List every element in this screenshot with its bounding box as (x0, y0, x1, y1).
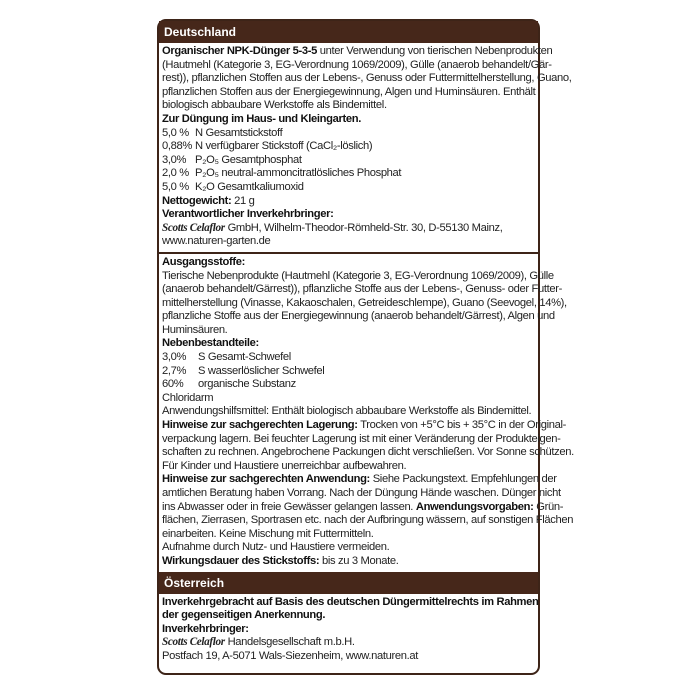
product-line-4: pflanzlichen Stoffen aus der Energiegewinnung, Algen und Huminsäuren. Enthält (162, 85, 536, 98)
usage-rules-heading: Anwendungsvorgaben: (415, 500, 534, 513)
nutrient-row: 0,88% N verfügbarer Stickstoff (CaCl₂-löslich) (162, 140, 373, 153)
austria-line-3: Inverkehrbringer: (162, 622, 249, 635)
chloride-note: Chloridarm (162, 391, 214, 404)
nutrient-row: 5,0 % K₂O Gesamtkaliumoxid (162, 180, 304, 193)
austria-line-1: Inverkehrgebracht auf Basis des deutschen Düngermittelrechts im Rahmen (162, 595, 539, 608)
austria-section (159, 594, 538, 667)
application-line-1: Hinweise zur sachgerechten Anwendung: Siehe Packungstext. Empfehlungen der (162, 473, 557, 486)
raw-materials-section (159, 252, 574, 572)
nitrogen-duration: Wirkungsdauer des Stickstoffs: bis zu 3 Monate. (162, 554, 399, 567)
section-header-austria: Österreich (159, 572, 538, 594)
storage-line-2: verpackung lagern. Bei feuchter Lagerung ist mit einer Veränderung der Produkteigen- (162, 432, 561, 445)
austria-line-4: Scotts Celaflor Handelsgesellschaft m.b.H. (162, 636, 355, 649)
side-component-row: 2,7% S wasserlöslicher Schwefel (162, 364, 325, 377)
raw-line-5: Huminsäuren. (162, 323, 228, 336)
raw-line-3: mittelherstellung (Vinasse, Kakaoschalen, Getreideschlempe), Guano (Seevogel, 14%), (162, 296, 567, 309)
raw-line-1: Tierische Nebenprodukte (Hautmehl (Kategorie 3, EG-Verordnung 1069/2009), Gülle (162, 269, 554, 282)
austria-line-5: Postfach 19, A-5071 Wals-Siezenheim, www.naturen.at (162, 649, 418, 662)
side-components-heading: Nebenbestandteile: (162, 337, 259, 350)
nutrient-row: 3,0% P₂O₅ Gesamtphosphat (162, 153, 302, 166)
product-line-5: biologisch abbaubare Werkstoffe als Bindemittel. (162, 99, 387, 112)
austria-line-2: der gegenseitigen Anerkennung. (162, 609, 326, 622)
application-line-5: einarbeiten. Keine Mischung mit Futtermitteln. (162, 527, 374, 540)
raw-line-2: (anaerob behandelt/Gärrest)), pflanzliche Stoffe aus der Lebens-, Genuss- oder Futter- (162, 283, 563, 296)
storage-line-4: Für Kinder und Haustiere unerreichbar aufbewahren. (162, 459, 407, 472)
section-header-germany: Deutschland (159, 21, 538, 43)
application-line-4: flächen, Zierrasen, Sportrasen etc. nach der Aufbringung wässern, auf sonstigen Flächen (162, 514, 574, 527)
responsible-address: Scotts Celaflor GmbH, Wilhelm-Theodor-Römheld-Str. 30, D-55130 Mainz, (162, 221, 503, 234)
brand-name: Scotts Celaflor (162, 636, 225, 649)
product-line-3: rest)), pflanzlichen Stoffen aus der Lebens-, Genuss oder Futtermittelherstellung, Guano, (162, 72, 572, 85)
product-name: Organischer NPK-Dünger 5-3-5 (162, 45, 317, 57)
side-component-row: 60% organische Substanz (162, 378, 296, 391)
usage-heading: Zur Düngung im Haus- und Kleingarten. (162, 112, 361, 125)
responsible-heading: Verantwortlicher Inverkehrbringer: (162, 208, 334, 221)
product-label (157, 19, 574, 675)
storage-line-1: Hinweise zur sachgerechten Lagerung: Trocken von +5°C bis + 35°C in der Original- (162, 419, 567, 432)
product-line-1: Organischer NPK-Dünger 5-3-5 unter Verwendung von tierischen Nebenprodukten (162, 45, 553, 57)
website-link[interactable]: www.naturen-garten.de (162, 235, 271, 248)
nutrient-row: 2,0 % P₂O₅ neutral-ammoncitratlösliches Phosphat (162, 167, 402, 180)
product-description-section (159, 43, 572, 252)
storage-line-3: schaften zu rechnen. Angebrochene Packungen dicht verschließen. Vor Sonne schützen. (162, 446, 574, 459)
storage-heading: Hinweise zur sachgerechten Lagerung: (162, 419, 358, 432)
application-aid: Anwendungshilfsmittel: Enthält biologisch abbaubare Werkstoffe als Bindemittel. (162, 405, 532, 418)
nutrient-row: 5,0 % N Gesamtstickstoff (162, 126, 283, 139)
application-line-3: ins Abwasser oder in freie Gewässer gelangen lassen. Anwendungsvorgaben: Grün- (162, 500, 564, 513)
product-line-2: (Hautmehl (Kategorie 3, EG-Verordnung 1069/2009), Gülle (anaerob behandelt/Gär- (162, 58, 552, 71)
application-heading: Hinweise zur sachgerechten Anwendung: (162, 473, 370, 486)
raw-materials-heading: Ausgangsstoffe: (162, 255, 246, 268)
brand-name: Scotts Celaflor (162, 221, 225, 234)
raw-line-4: pflanzliche Stoffe aus der Energiegewinnung (anaerob behandelt/Gärrest), Algen und (162, 310, 555, 323)
net-weight: Nettogewicht: 21 g (162, 194, 255, 207)
application-line-2: amtlichen Beratung haben Vorrang. Nach der Düngung Hände waschen. Dünger nicht (162, 487, 561, 499)
application-line-6: Aufnahme durch Nutz- und Haustiere vermeiden. (162, 541, 390, 554)
side-component-row: 3,0% S Gesamt-Schwefel (162, 351, 291, 364)
